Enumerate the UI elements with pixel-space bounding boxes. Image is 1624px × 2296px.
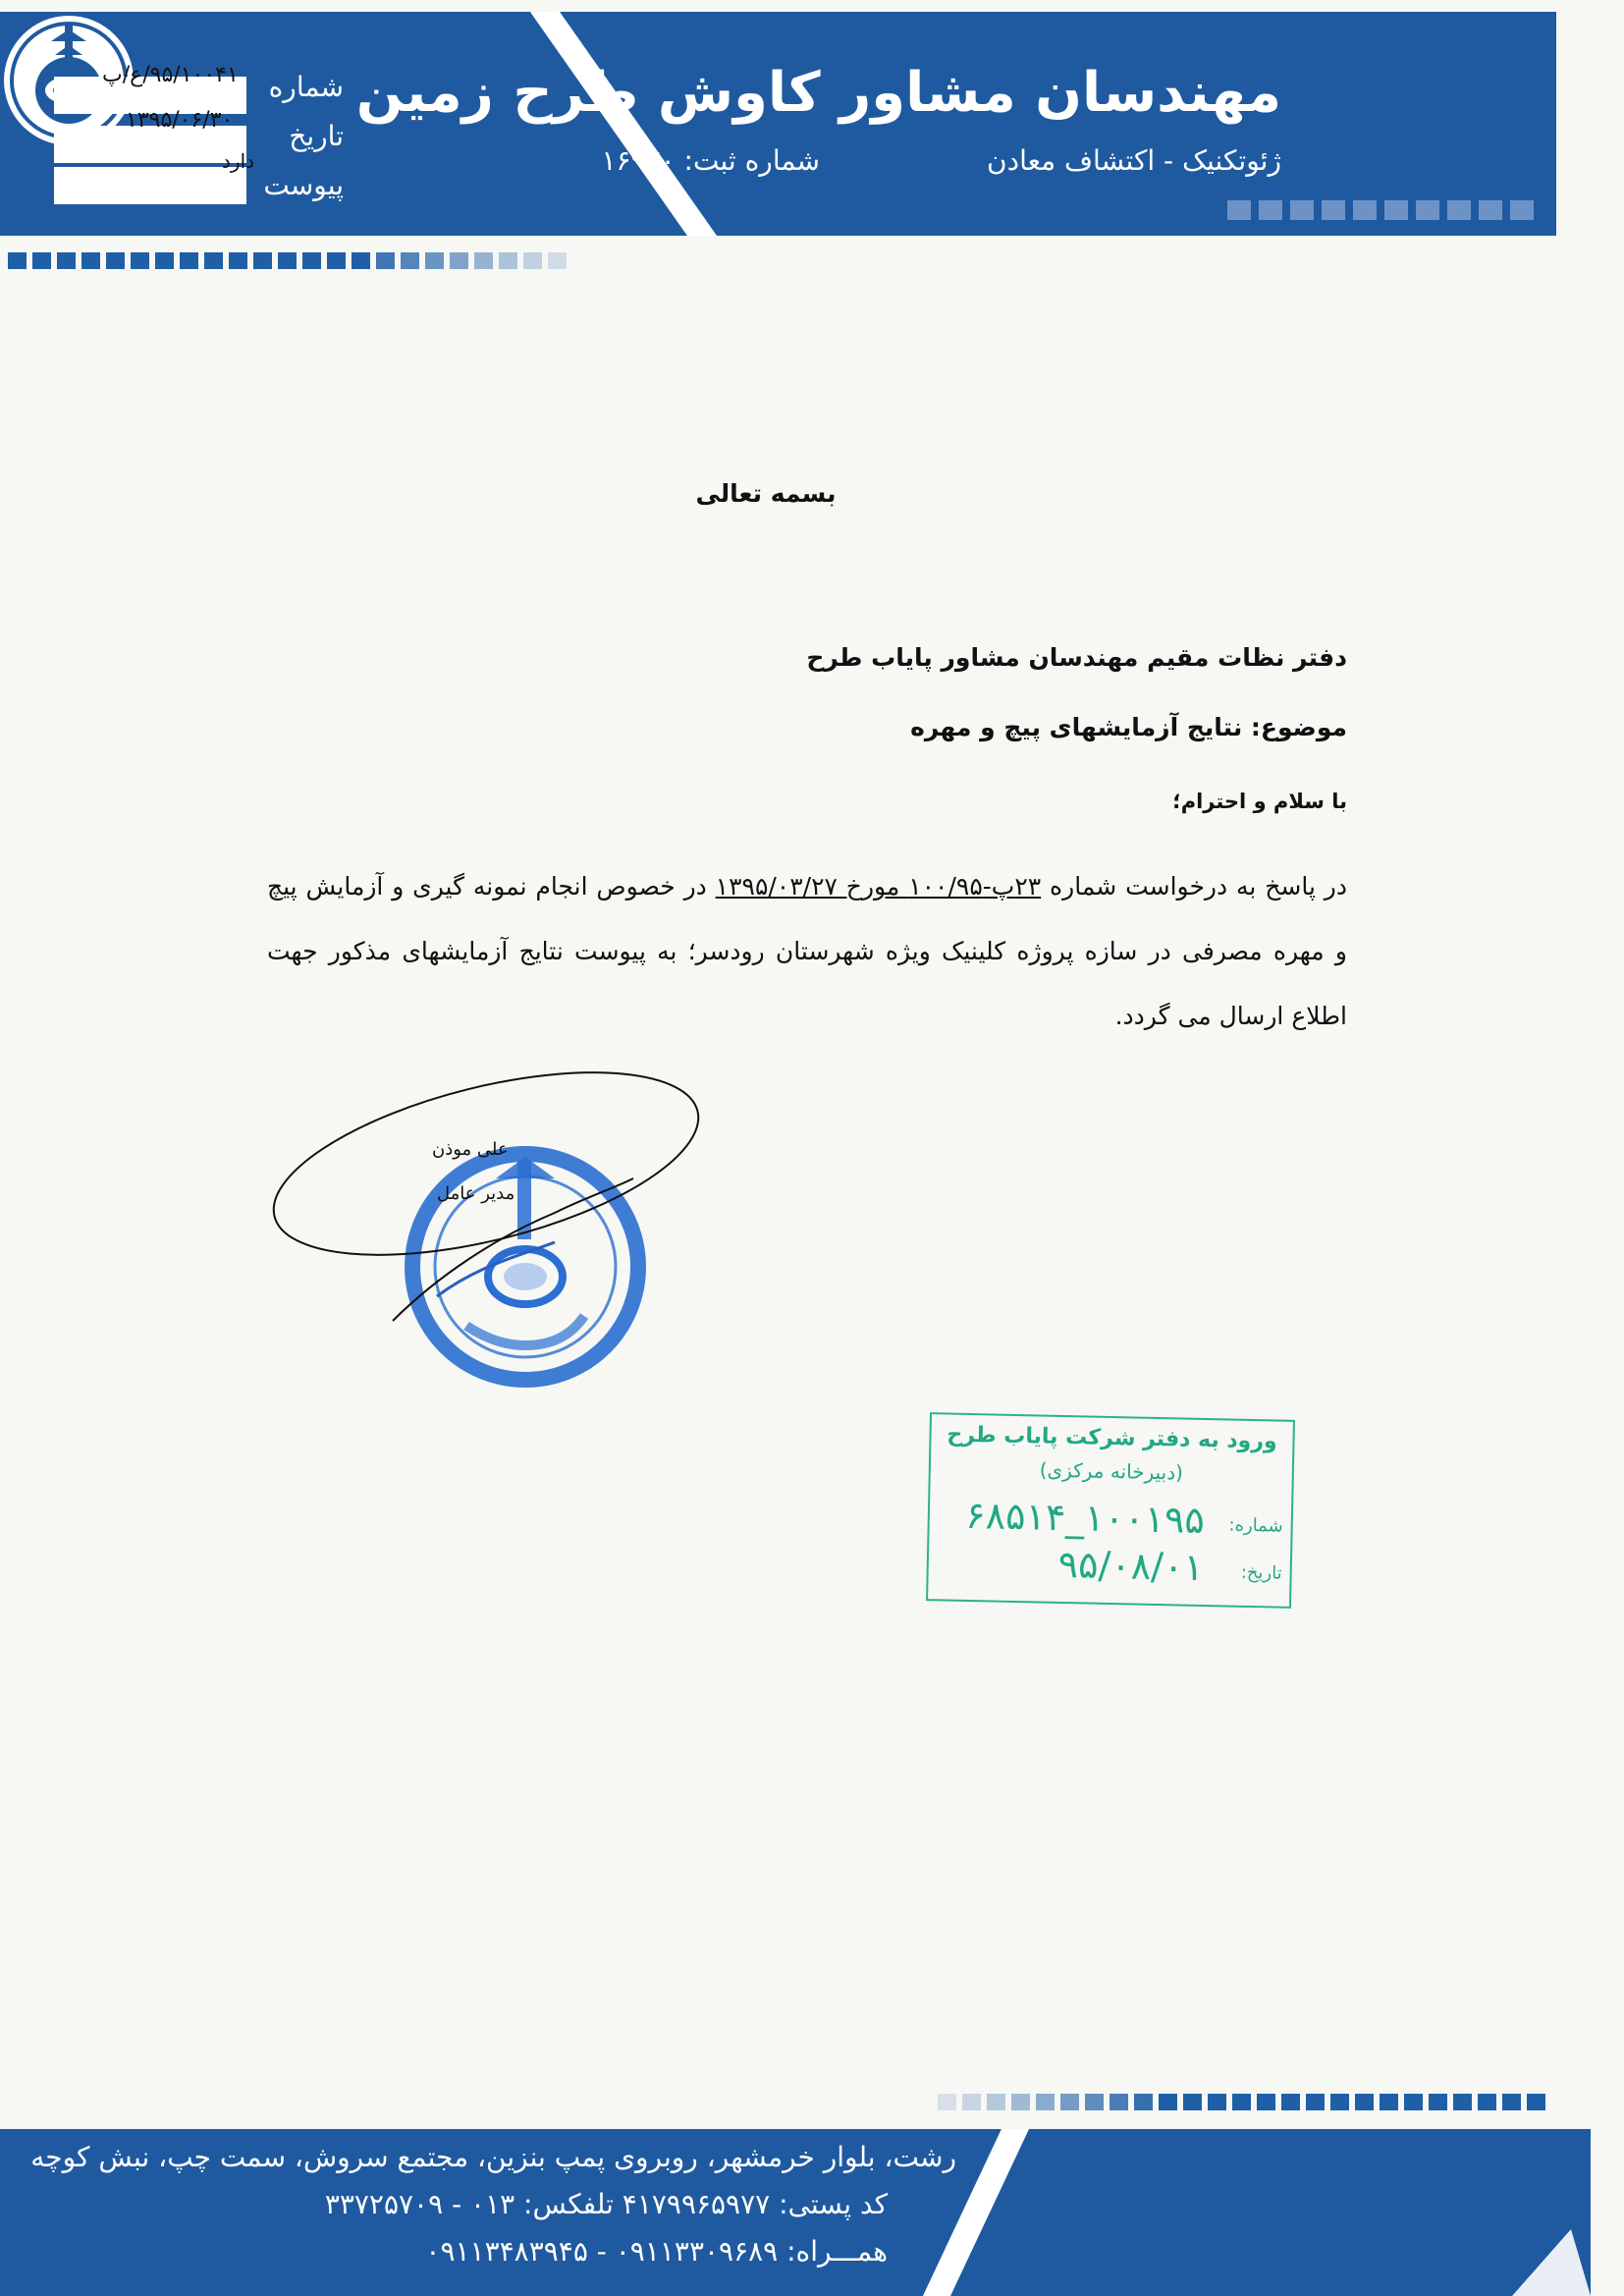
bismillah-heading: بسمه تعالی [695,479,837,508]
receipt-stamp-subtitle: (دبیرخانه مرکزی) [1039,1457,1184,1485]
company-stamp-icon [260,1051,722,1394]
date-label: تاریخ [289,120,344,152]
receipt-stamp-title: ورود به دفتر شرکت پایاب طرح [947,1422,1277,1454]
number-value: ۹۵/۱۰۰۴۱/ع/پ [102,63,239,87]
signer-title: مدیر عامل [437,1183,515,1204]
number-label: شماره [268,71,344,103]
body-text-end: در خصوص انجام نمونه گیری و آزمایش پیچ و مهره مصرفی در سازه پروژه کلینیک ویژه شهرستان رودسر؛ به پیوست نتایج آزمایشهای مذکور جهت اطلاع ارسال می گردد. [267,872,1347,1030]
receipt-number-label: شماره: [1228,1514,1283,1537]
header-dash-strip [8,252,567,269]
signer-name: علی موذن [432,1139,509,1160]
recipient-line: دفتر نظات مقیم مهندسان مشاور پایاب طرح [806,643,1347,672]
body-text-start: در پاسخ به درخواست شماره [1041,872,1347,901]
footer-mobile: همـــراه: ۰۹۱۱۳۳۰۹۶۸۹ - ۰۹۱۱۳۴۸۳۹۴۵ [425,2235,888,2268]
attachment-value: دارد [222,149,255,173]
subject-line: موضوع: نتایج آزمایشهای پیچ و مهره [910,713,1347,741]
date-value: ۱۳۹۵/۰۶/۳۰ [126,108,234,133]
receipt-date-label: تاریخ: [1240,1561,1282,1584]
company-subtitle: ژئوتکنیک - اکتشاف معادن [987,144,1281,177]
greeting-line: با سلام و احترام؛ [1172,790,1347,813]
receipt-date-value: ۹۵/۰۸/۰۱ [1057,1542,1205,1589]
footer-postal-phone: کد پستی: ۴۱۷۹۹۶۵۹۷۷ تلفکس: ۰۱۳ - ۳۳۷۲۵۷۰۹ [324,2188,888,2220]
receipt-number-value: ۱۰۰۱۹۵_۶۸۵۱۴ [964,1493,1206,1543]
footer-dash-strip [938,2094,1545,2110]
attachment-box [54,167,246,204]
company-name: مهندسان مشاور کاوش طرح زمین [355,61,1281,125]
receipt-stamp [926,1412,1295,1609]
footer-address: رشت، بلوار خرمشهر، روبروی پمپ بنزین، مجتمع سروش، سمت چپ، نبش کوچه [30,2141,956,2173]
request-reference: ۲۳پ-۱۰۰/۹۵ مورخ ۱۳۹۵/۰۳/۲۷ [715,872,1042,901]
attachment-label: پیوست [263,169,344,201]
registration-number: شماره ثبت: ۱۶۹۷۰ [601,144,820,177]
letter-body [267,854,1347,1049]
